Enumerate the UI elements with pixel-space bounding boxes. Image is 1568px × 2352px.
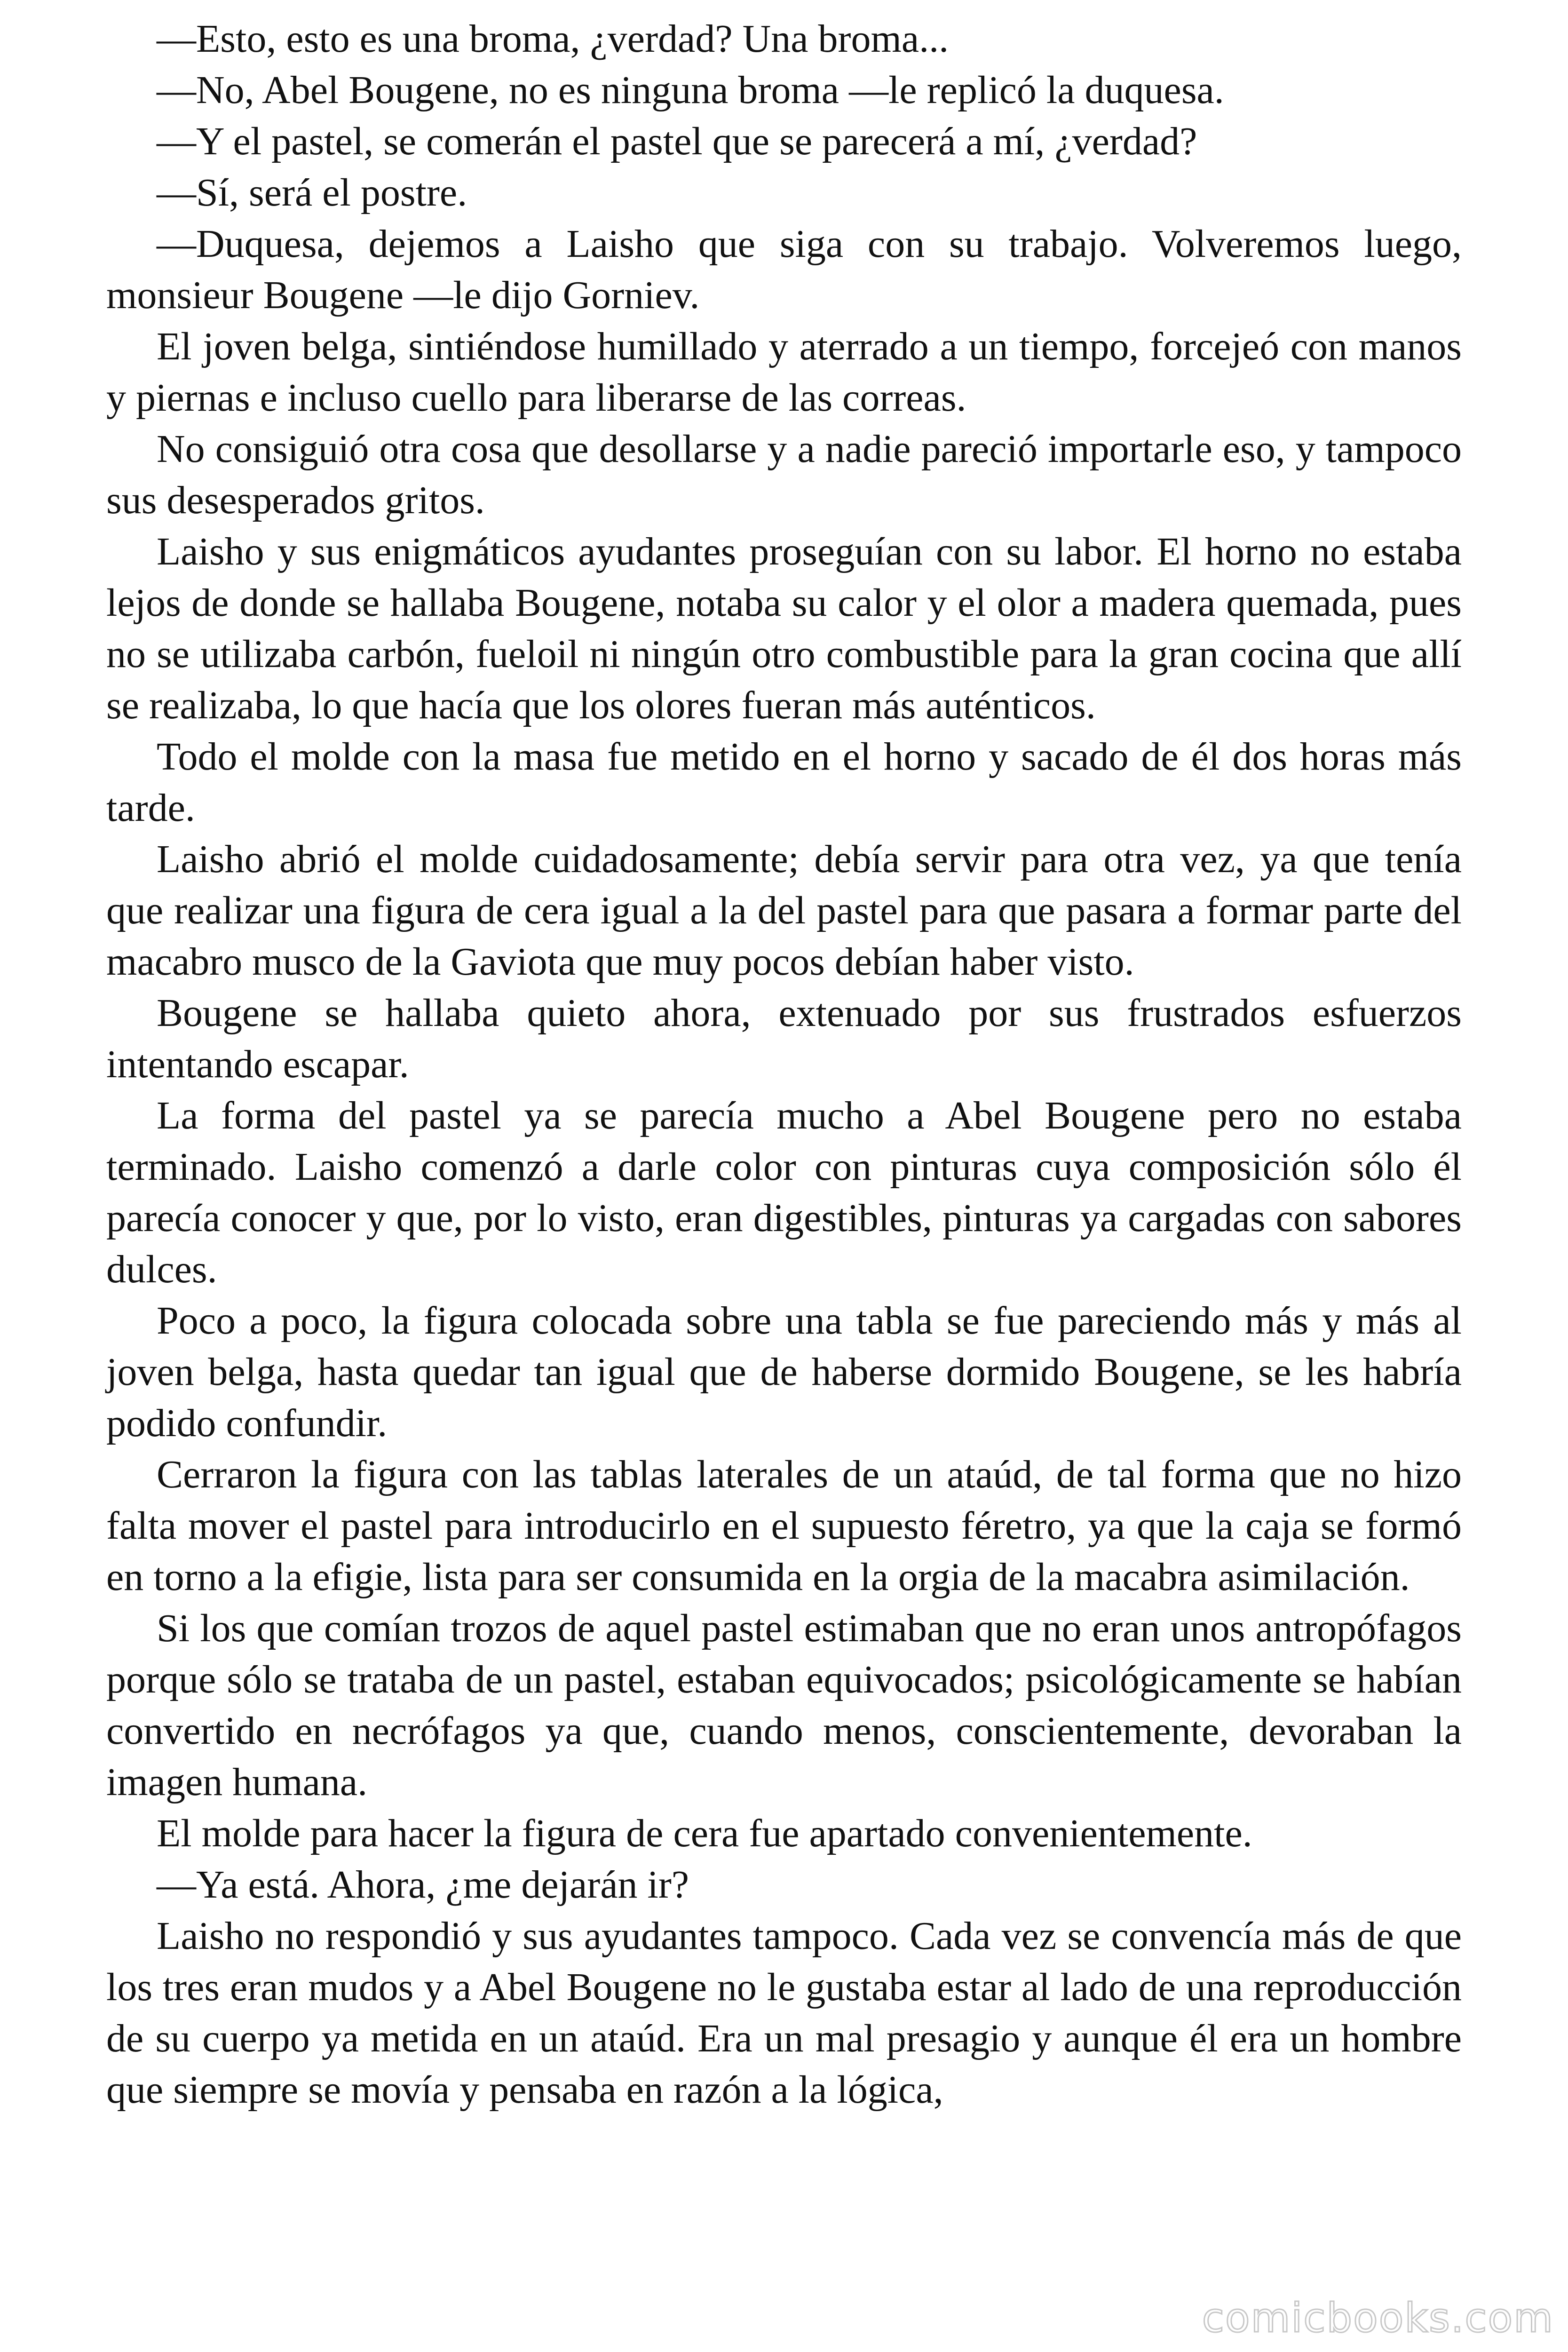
paragraph: El molde para hacer la figura de cera fue apartado convenientemente. — [157, 1812, 1252, 1855]
paragraph: —Y el pastel, se comerán el pastel que se parecerá a mí, ¿verdad? — [157, 119, 1197, 163]
watermark: comicbooks.com — [1202, 2295, 1554, 2342]
paragraph: La forma del pastel ya se parecía mucho a Abel Bougene pero no estaba terminado. Laisho comenzó a darle color con pinturas cuya composición sólo él parecía conocer y que, por lo visto, eran digestibles, pinturas ya cargadas con sabores dulces. — [106, 1094, 1462, 1291]
paragraph: —Esto, esto es una broma, ¿verdad? Una broma... — [157, 17, 949, 61]
paragraph: Poco a poco, la figura colocada sobre una tabla se fue pareciendo más y más al joven belga, hasta quedar tan igual que de haberse dormido Bougene, se les habría podido confundir. — [106, 1299, 1462, 1445]
paragraph: —Sí, será el postre. — [157, 171, 467, 215]
page-text — [106, 13, 1462, 2115]
paragraph: Todo el molde con la masa fue metido en el horno y sacado de él dos horas más tarde. — [106, 735, 1462, 830]
paragraph: No consiguió otra cosa que desollarse y a nadie pareció importarle eso, y tampoco sus desesperados gritos. — [106, 427, 1462, 522]
paragraph: —No, Abel Bougene, no es ninguna broma —le replicó la duquesa. — [157, 68, 1224, 112]
paragraph: Si los que comían trozos de aquel pastel estimaban que no eran unos antropófagos porque sólo se trataba de un pastel, estaban equivocados; psicológicamente se habían convertido en necrófagos ya que, cuando menos, conscientemente, devoraban la imagen humana. — [106, 1606, 1462, 1804]
paragraph: —Ya está. Ahora, ¿me dejarán ir? — [157, 1863, 689, 1907]
paragraph: Laisho no respondió y sus ayudantes tampoco. Cada vez se convencía más de que los tres eran mudos y a Abel Bougene no le gustaba estar al lado de una reproducción de su cuerpo ya metida en un ataúd. Era un mal presagio y aunque él era un hombre que siempre se movía y pensaba en razón a la lógica, — [106, 1914, 1462, 2112]
paragraph: Laisho y sus enigmáticos ayudantes proseguían con su labor. El horno no estaba lejos de donde se hallaba Bougene, notaba su calor y el olor a madera quemada, pues no se utilizaba carbón, fueloil ni ningún otro combustible para la gran cocina que allí se realizaba, lo que hacía que los olores fueran más auténticos. — [106, 530, 1462, 727]
paragraph: Laisho abrió el molde cuidadosamente; debía servir para otra vez, ya que tenía que realizar una figura de cera igual a la del pastel para que pasara a formar parte del macabro musco de la Gaviota que muy pocos debían haber visto. — [106, 837, 1462, 984]
paragraph: —Duquesa, dejemos a Laisho que siga con su trabajo. Volveremos luego, monsieur Bougene —le dijo Gorniev. — [106, 222, 1462, 317]
paragraph: El joven belga, sintiéndose humillado y aterrado a un tiempo, forcejeó con manos y piernas e incluso cuello para liberarse de las correas. — [106, 325, 1462, 420]
paragraph: Cerraron la figura con las tablas laterales de un ataúd, de tal forma que no hizo falta mover el pastel para introducirlo en el supuesto féretro, ya que la caja se formó en torno a la efigie, lista para ser consumida en la orgia de la macabra asimilación. — [106, 1453, 1462, 1599]
paragraph: Bougene se hallaba quieto ahora, extenuado por sus frustrados esfuerzos intentando escapar. — [106, 991, 1462, 1086]
